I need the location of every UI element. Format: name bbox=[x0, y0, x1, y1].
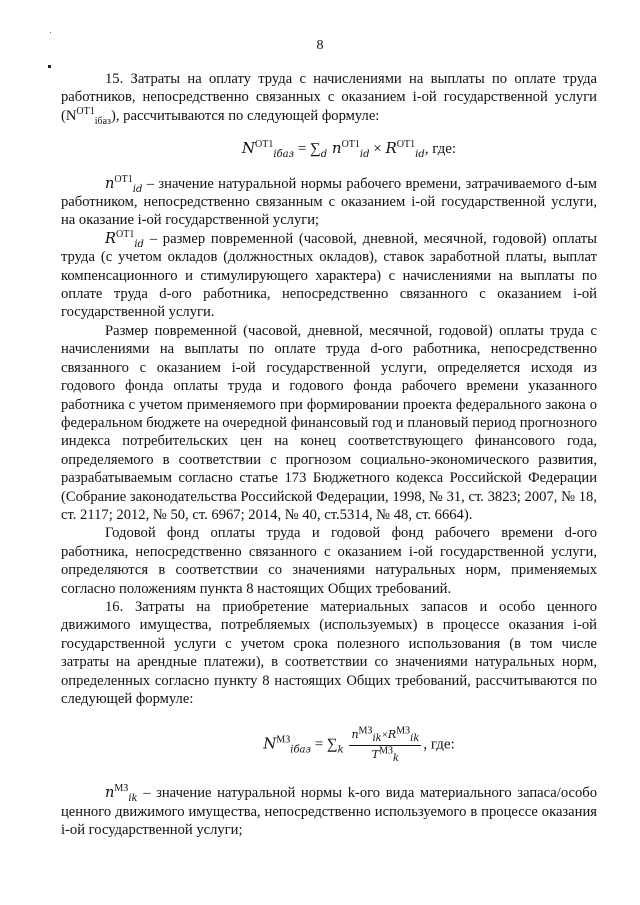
formula-symbol: n bbox=[327, 139, 342, 158]
formula-sub: iбаз bbox=[273, 149, 295, 161]
formula-operator: = ∑ bbox=[310, 736, 338, 753]
page-number: 8 bbox=[316, 38, 324, 53]
formula-symbol: n bbox=[351, 728, 359, 742]
definition-symbol: n bbox=[105, 174, 115, 192]
paragraph-16: 16. Затраты на приобретение материальных запасов и особо ценного движимого имущества, потребляемых (используемых) в процессе оказания i-ой государственной услуги с учетом срока полезного использования (в том числе затраты на арендные платежи), в соответствии со значениями натуральных норм, определенных согласно пункту 8 настоящих Общих требований, рассчитываются по следующей формуле: bbox=[61, 598, 597, 707]
formula-sub: id bbox=[359, 149, 370, 161]
symbol-sub: iбаз bbox=[94, 115, 112, 127]
symbol-sub: id bbox=[134, 238, 144, 250]
paragraph-annual-fund: Годовой фонд оплаты труда и годовой фонд рабочего времени d-ого работника, непосредственно связанного с оказанием i-ой государственной услуги, определяются в соответствии со значениями натуральных норм, применяемых согласно положениям пункта 8 настоящих Общих требований. bbox=[61, 525, 597, 597]
symbol-sup: ОТ1 bbox=[76, 105, 95, 117]
formula-operator: × bbox=[369, 141, 386, 158]
formula-sub: d bbox=[320, 149, 328, 161]
definition-text: – значение натуральной нормы k-ого вида материального запаса/особо ценного движимого имущества, непосредственно используемого в процессе оказания i-ой государственной услуги; bbox=[61, 785, 597, 839]
scan-speck bbox=[48, 65, 51, 68]
document-body bbox=[61, 70, 597, 839]
formula-sub: ik bbox=[372, 733, 382, 745]
symbol-sup: МЗ bbox=[114, 783, 129, 795]
formula-tail: , где: bbox=[423, 736, 455, 753]
formula-fraction bbox=[349, 726, 421, 764]
definition-n-ot1 bbox=[61, 175, 597, 230]
formula-operator: × bbox=[381, 729, 388, 742]
formula-sup: МЗ bbox=[276, 734, 291, 746]
definition-symbol: n bbox=[105, 784, 115, 802]
formula-symbol: T bbox=[371, 747, 380, 761]
paragraph-text: 15. Затраты на оплату труда с начислениями на выплаты по оплате труда работников, непосредственно связанных с оказанием i-ой государственной услуги (N bbox=[61, 71, 597, 124]
formula-sup: МЗ bbox=[379, 745, 393, 757]
paragraph-15 bbox=[61, 70, 597, 125]
fraction-denominator bbox=[349, 746, 421, 764]
formula-symbol: N bbox=[263, 734, 277, 753]
definition-text: – значение натуральной нормы рабочего времени, затрачиваемого d-ым работником, непосредственно связанным с оказанием i-ой государственной услуги, на оказание i-ой государственной услуги; bbox=[61, 175, 597, 229]
definition-symbol: R bbox=[105, 229, 116, 247]
formula-sub: k bbox=[337, 744, 344, 756]
formula-sup: ОТ1 bbox=[341, 139, 360, 151]
formula-tail: , где: bbox=[424, 141, 457, 158]
paragraph-text: ), рассчитываются по следующей формуле: bbox=[111, 107, 380, 124]
symbol-sup: ОТ1 bbox=[116, 228, 135, 240]
formula-sup: МЗ bbox=[358, 725, 373, 737]
fraction-numerator bbox=[349, 726, 421, 745]
definition-text: – размер повременной (часовой, дневной, месячной, годовой) оплаты труда (с учетом окладов (должностных окладов), ставок заработной платы, выплат компенсационного и стимулирующего характера) с начислениями на выплаты по оплате труда d-ого работника, непосредственно связанного с оказанием i-ой государственной услуги. bbox=[61, 230, 597, 321]
formula-operator: = ∑ bbox=[294, 141, 321, 158]
definition-r-ot1 bbox=[61, 230, 597, 322]
formula-symbol: R bbox=[385, 139, 397, 158]
symbol-sup: ОТ1 bbox=[114, 173, 133, 185]
formula-sup: ОТ1 bbox=[255, 139, 274, 151]
paragraph-pay-size: Размер повременной (часовой, дневной, месячной, годовой) оплаты труда с начислениями на выплаты по оплате труда d-ого работника, непосредственно связанного с оказанием i-ой государственной услуги, определяется исходя из годового фонда оплаты труда и годового фонда рабочего времени указанного работника с учетом применяемого при формировании проекта федерального закона о федеральном бюджете на очередной финансовый год и плановый период прогнозного индекса потребительских цен на конец соответствующего финансового года, определяемого в соответствии с прогнозом социально-экономического развития, разрабатываемым согласно статье 173 Бюджетного кодекса Российской Федерации (Собрание законодательства Российской Федерации, 1998, № 31, ст. 3823; 2007, № 18, ст. 2117; 2012, № 50, ст. 6967; 2014, № 40, ст.5314, № 48, ст. 6664). bbox=[61, 322, 597, 523]
formula-material-cost bbox=[121, 726, 597, 764]
formula-symbol: R bbox=[387, 728, 397, 742]
symbol-sub: id bbox=[132, 183, 143, 195]
formula-sub: ik bbox=[410, 733, 420, 745]
formula-sup: МЗ bbox=[396, 725, 411, 737]
formula-sub: id bbox=[415, 149, 425, 161]
formula-sub: iбаз bbox=[290, 744, 311, 756]
formula-labor-cost bbox=[101, 139, 597, 161]
formula-symbol: N bbox=[241, 139, 255, 158]
formula-sup: ОТ1 bbox=[396, 139, 416, 151]
definition-n-mz bbox=[61, 784, 597, 839]
scan-speck bbox=[50, 32, 51, 33]
formula-sub: k bbox=[393, 753, 400, 764]
symbol-sub: ik bbox=[128, 793, 138, 805]
